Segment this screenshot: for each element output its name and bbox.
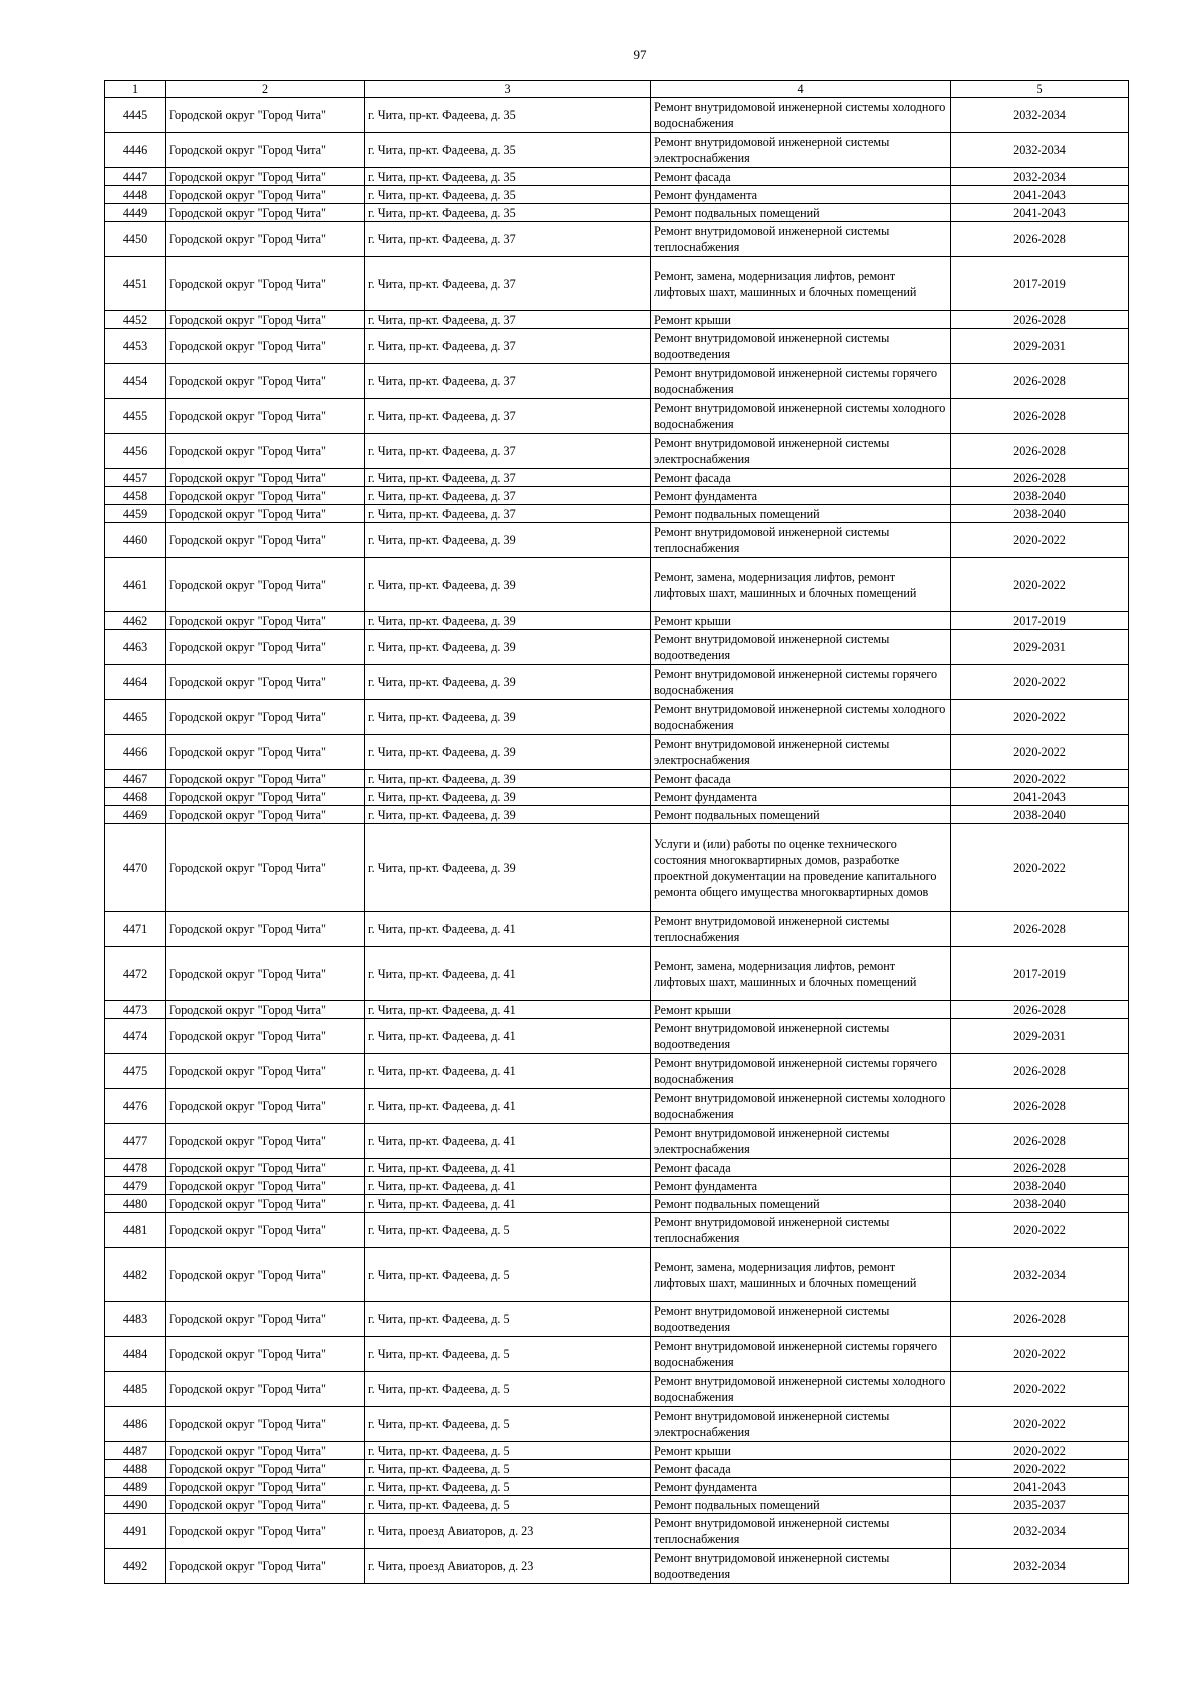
municipality-cell: Городской округ "Город Чита" — [166, 1054, 365, 1089]
work-type-cell: Ремонт фасада — [651, 770, 951, 788]
table-row — [105, 1442, 1129, 1460]
municipality-cell: Городской округ "Город Чита" — [166, 1248, 365, 1302]
work-type-cell: Ремонт внутридомовой инженерной системы электроснабжения — [651, 1407, 951, 1442]
period-cell: 2017-2019 — [951, 947, 1129, 1001]
row-number: 4490 — [105, 1496, 166, 1514]
period-cell: 2032-2034 — [951, 1248, 1129, 1302]
municipality-cell: Городской округ "Город Чита" — [166, 1337, 365, 1372]
municipality-cell: Городской округ "Город Чита" — [166, 399, 365, 434]
table-row — [105, 1019, 1129, 1054]
table-row — [105, 806, 1129, 824]
table-row — [105, 364, 1129, 399]
address-cell: г. Чита, пр-кт. Фадеева, д. 39 — [365, 612, 651, 630]
municipality-cell: Городской округ "Город Чита" — [166, 1302, 365, 1337]
address-cell: г. Чита, пр-кт. Фадеева, д. 35 — [365, 133, 651, 168]
row-number: 4461 — [105, 558, 166, 612]
work-type-cell: Ремонт внутридомовой инженерной системы холодного водоснабжения — [651, 98, 951, 133]
work-type-cell: Ремонт подвальных помещений — [651, 204, 951, 222]
period-cell: 2032-2034 — [951, 133, 1129, 168]
work-type-cell: Ремонт внутридомовой инженерной системы водоотведения — [651, 630, 951, 665]
address-cell: г. Чита, пр-кт. Фадеева, д. 37 — [365, 222, 651, 257]
address-cell: г. Чита, пр-кт. Фадеева, д. 37 — [365, 487, 651, 505]
period-cell: 2032-2034 — [951, 1549, 1129, 1584]
address-cell: г. Чита, пр-кт. Фадеева, д. 5 — [365, 1442, 651, 1460]
table-row — [105, 257, 1129, 311]
row-number: 4492 — [105, 1549, 166, 1584]
period-cell: 2026-2028 — [951, 1001, 1129, 1019]
address-cell: г. Чита, пр-кт. Фадеева, д. 35 — [365, 98, 651, 133]
address-cell: г. Чита, пр-кт. Фадеева, д. 35 — [365, 186, 651, 204]
address-cell: г. Чита, пр-кт. Фадеева, д. 41 — [365, 1019, 651, 1054]
table-row — [105, 1124, 1129, 1159]
period-cell: 2029-2031 — [951, 630, 1129, 665]
address-cell: г. Чита, пр-кт. Фадеева, д. 41 — [365, 1195, 651, 1213]
table-row — [105, 1478, 1129, 1496]
table-row — [105, 1549, 1129, 1584]
table-row — [105, 912, 1129, 947]
work-type-cell: Ремонт внутридомовой инженерной системы водоотведения — [651, 1302, 951, 1337]
row-number: 4488 — [105, 1460, 166, 1478]
municipality-cell: Городской округ "Город Чита" — [166, 523, 365, 558]
work-type-cell: Ремонт внутридомовой инженерной системы горячего водоснабжения — [651, 665, 951, 700]
address-cell: г. Чита, пр-кт. Фадеева, д. 37 — [365, 434, 651, 469]
table-row — [105, 1159, 1129, 1177]
work-type-cell: Ремонт внутридомовой инженерной системы электроснабжения — [651, 133, 951, 168]
table-row — [105, 222, 1129, 257]
table-header — [105, 81, 1129, 98]
address-cell: г. Чита, пр-кт. Фадеева, д. 5 — [365, 1478, 651, 1496]
row-number: 4451 — [105, 257, 166, 311]
address-cell: г. Чита, пр-кт. Фадеева, д. 39 — [365, 700, 651, 735]
work-type-cell: Ремонт фасада — [651, 1159, 951, 1177]
work-type-cell: Ремонт внутридомовой инженерной системы теплоснабжения — [651, 1514, 951, 1549]
row-number: 4463 — [105, 630, 166, 665]
work-type-cell: Ремонт подвальных помещений — [651, 505, 951, 523]
table-row — [105, 505, 1129, 523]
table-body — [105, 98, 1129, 1584]
work-type-cell: Ремонт внутридомовой инженерной системы холодного водоснабжения — [651, 1372, 951, 1407]
work-type-cell: Ремонт, замена, модернизация лифтов, ремонт лифтовых шахт, машинных и блочных помещений — [651, 558, 951, 612]
table-row — [105, 947, 1129, 1001]
row-number: 4450 — [105, 222, 166, 257]
municipality-cell: Городской округ "Город Чита" — [166, 505, 365, 523]
municipality-cell: Городской округ "Город Чита" — [166, 1001, 365, 1019]
address-cell: г. Чита, пр-кт. Фадеева, д. 5 — [365, 1302, 651, 1337]
row-number: 4464 — [105, 665, 166, 700]
period-cell: 2020-2022 — [951, 1372, 1129, 1407]
period-cell: 2020-2022 — [951, 735, 1129, 770]
address-cell: г. Чита, пр-кт. Фадеева, д. 37 — [365, 399, 651, 434]
municipality-cell: Городской округ "Город Чита" — [166, 469, 365, 487]
header-row — [105, 81, 1129, 98]
municipality-cell: Городской округ "Город Чита" — [166, 630, 365, 665]
municipality-cell: Городской округ "Город Чита" — [166, 434, 365, 469]
address-cell: г. Чита, пр-кт. Фадеева, д. 39 — [365, 788, 651, 806]
municipality-cell: Городской округ "Город Чита" — [166, 168, 365, 186]
municipality-cell: Городской округ "Город Чита" — [166, 788, 365, 806]
table-row — [105, 311, 1129, 329]
table-row — [105, 469, 1129, 487]
municipality-cell: Городской округ "Город Чита" — [166, 1372, 365, 1407]
municipality-cell: Городской округ "Город Чита" — [166, 665, 365, 700]
page-number: 97 — [633, 47, 647, 62]
col-header-5: 5 — [951, 81, 1129, 98]
period-cell: 2020-2022 — [951, 700, 1129, 735]
municipality-cell: Городской округ "Город Чита" — [166, 1514, 365, 1549]
table-row — [105, 1337, 1129, 1372]
municipality-cell: Городской округ "Город Чита" — [166, 257, 365, 311]
address-cell: г. Чита, пр-кт. Фадеева, д. 41 — [365, 1177, 651, 1195]
work-type-cell: Ремонт внутридомовой инженерной системы горячего водоснабжения — [651, 1054, 951, 1089]
table-row — [105, 770, 1129, 788]
work-type-cell: Ремонт фасада — [651, 1460, 951, 1478]
row-number: 4473 — [105, 1001, 166, 1019]
municipality-cell: Городской округ "Город Чита" — [166, 806, 365, 824]
address-cell: г. Чита, пр-кт. Фадеева, д. 41 — [365, 1001, 651, 1019]
address-cell: г. Чита, пр-кт. Фадеева, д. 37 — [365, 257, 651, 311]
row-number: 4472 — [105, 947, 166, 1001]
address-cell: г. Чита, пр-кт. Фадеева, д. 5 — [365, 1496, 651, 1514]
row-number: 4476 — [105, 1089, 166, 1124]
table-row — [105, 1195, 1129, 1213]
row-number: 4491 — [105, 1514, 166, 1549]
row-number: 4465 — [105, 700, 166, 735]
municipality-cell: Городской округ "Город Чита" — [166, 1478, 365, 1496]
address-cell: г. Чита, пр-кт. Фадеева, д. 37 — [365, 329, 651, 364]
work-type-cell: Ремонт крыши — [651, 311, 951, 329]
period-cell: 2038-2040 — [951, 1177, 1129, 1195]
row-number: 4452 — [105, 311, 166, 329]
work-type-cell: Ремонт фундамента — [651, 1478, 951, 1496]
period-cell: 2038-2040 — [951, 1195, 1129, 1213]
address-cell: г. Чита, пр-кт. Фадеева, д. 41 — [365, 912, 651, 947]
row-number: 4479 — [105, 1177, 166, 1195]
table-row — [105, 630, 1129, 665]
row-number: 4480 — [105, 1195, 166, 1213]
period-cell: 2041-2043 — [951, 186, 1129, 204]
period-cell: 2026-2028 — [951, 399, 1129, 434]
work-type-cell: Услуги и (или) работы по оценке технического состояния многоквартирных домов, разработке проектной документации на проведение капитального ремонта общего имущества многоквартирных домов — [651, 824, 951, 912]
address-cell: г. Чита, пр-кт. Фадеева, д. 39 — [365, 770, 651, 788]
address-cell: г. Чита, пр-кт. Фадеева, д. 39 — [365, 630, 651, 665]
period-cell: 2020-2022 — [951, 770, 1129, 788]
address-cell: г. Чита, пр-кт. Фадеева, д. 37 — [365, 505, 651, 523]
work-type-cell: Ремонт подвальных помещений — [651, 806, 951, 824]
address-cell: г. Чита, пр-кт. Фадеева, д. 35 — [365, 168, 651, 186]
period-cell: 2026-2028 — [951, 912, 1129, 947]
address-cell: г. Чита, пр-кт. Фадеева, д. 5 — [365, 1460, 651, 1478]
address-cell: г. Чита, пр-кт. Фадеева, д. 37 — [365, 311, 651, 329]
table-row — [105, 168, 1129, 186]
table-row — [105, 434, 1129, 469]
period-cell: 2038-2040 — [951, 806, 1129, 824]
table-row — [105, 788, 1129, 806]
address-cell: г. Чита, пр-кт. Фадеева, д. 39 — [365, 806, 651, 824]
table-row — [105, 665, 1129, 700]
work-type-cell: Ремонт подвальных помещений — [651, 1195, 951, 1213]
work-type-cell: Ремонт фасада — [651, 168, 951, 186]
address-cell: г. Чита, пр-кт. Фадеева, д. 41 — [365, 1054, 651, 1089]
row-number: 4475 — [105, 1054, 166, 1089]
table-row — [105, 1054, 1129, 1089]
row-number: 4460 — [105, 523, 166, 558]
address-cell: г. Чита, пр-кт. Фадеева, д. 5 — [365, 1337, 651, 1372]
row-number: 4448 — [105, 186, 166, 204]
work-type-cell: Ремонт внутридомовой инженерной системы горячего водоснабжения — [651, 364, 951, 399]
period-cell: 2026-2028 — [951, 364, 1129, 399]
table-row — [105, 329, 1129, 364]
row-number: 4471 — [105, 912, 166, 947]
row-number: 4485 — [105, 1372, 166, 1407]
table-row — [105, 1177, 1129, 1195]
period-cell: 2029-2031 — [951, 1019, 1129, 1054]
address-cell: г. Чита, пр-кт. Фадеева, д. 37 — [365, 364, 651, 399]
period-cell: 2035-2037 — [951, 1496, 1129, 1514]
table-row — [105, 1496, 1129, 1514]
period-cell: 2026-2028 — [951, 1159, 1129, 1177]
address-cell: г. Чита, пр-кт. Фадеева, д. 41 — [365, 947, 651, 1001]
municipality-cell: Городской округ "Город Чита" — [166, 311, 365, 329]
table-row — [105, 1514, 1129, 1549]
work-type-cell: Ремонт внутридомовой инженерной системы электроснабжения — [651, 434, 951, 469]
table-row — [105, 399, 1129, 434]
table-row — [105, 1407, 1129, 1442]
work-type-cell: Ремонт внутридомовой инженерной системы теплоснабжения — [651, 912, 951, 947]
address-cell: г. Чита, пр-кт. Фадеева, д. 39 — [365, 735, 651, 770]
municipality-cell: Городской округ "Город Чита" — [166, 1089, 365, 1124]
municipality-cell: Городской округ "Город Чита" — [166, 1124, 365, 1159]
work-type-cell: Ремонт фундамента — [651, 1177, 951, 1195]
row-number: 4487 — [105, 1442, 166, 1460]
row-number: 4447 — [105, 168, 166, 186]
table-row — [105, 1001, 1129, 1019]
municipality-cell: Городской округ "Город Чита" — [166, 222, 365, 257]
row-number: 4489 — [105, 1478, 166, 1496]
work-type-cell: Ремонт, замена, модернизация лифтов, ремонт лифтовых шахт, машинных и блочных помещений — [651, 257, 951, 311]
period-cell: 2032-2034 — [951, 168, 1129, 186]
municipality-cell: Городской округ "Город Чита" — [166, 186, 365, 204]
address-cell: г. Чита, пр-кт. Фадеева, д. 5 — [365, 1372, 651, 1407]
address-cell: г. Чита, пр-кт. Фадеева, д. 5 — [365, 1213, 651, 1248]
row-number: 4453 — [105, 329, 166, 364]
work-type-cell: Ремонт внутридомовой инженерной системы теплоснабжения — [651, 523, 951, 558]
municipality-cell: Городской округ "Город Чита" — [166, 700, 365, 735]
table-row — [105, 1302, 1129, 1337]
period-cell: 2020-2022 — [951, 1460, 1129, 1478]
col-header-1: 1 — [105, 81, 166, 98]
table-row — [105, 558, 1129, 612]
period-cell: 2026-2028 — [951, 311, 1129, 329]
municipality-cell: Городской округ "Город Чита" — [166, 1549, 365, 1584]
work-type-cell: Ремонт внутридомовой инженерной системы электроснабжения — [651, 1124, 951, 1159]
municipality-cell: Городской округ "Город Чита" — [166, 1496, 365, 1514]
period-cell: 2020-2022 — [951, 1407, 1129, 1442]
table-row — [105, 824, 1129, 912]
capital-repair-table — [104, 80, 1129, 1584]
municipality-cell: Городской округ "Город Чита" — [166, 1019, 365, 1054]
table-row — [105, 523, 1129, 558]
table-row — [105, 1248, 1129, 1302]
period-cell: 2020-2022 — [951, 523, 1129, 558]
table-row — [105, 1213, 1129, 1248]
address-cell: г. Чита, пр-кт. Фадеева, д. 35 — [365, 204, 651, 222]
row-number: 4483 — [105, 1302, 166, 1337]
row-number: 4462 — [105, 612, 166, 630]
row-number: 4466 — [105, 735, 166, 770]
table-row — [105, 1460, 1129, 1478]
period-cell: 2041-2043 — [951, 788, 1129, 806]
work-type-cell: Ремонт крыши — [651, 1001, 951, 1019]
work-type-cell: Ремонт внутридомовой инженерной системы горячего водоснабжения — [651, 1337, 951, 1372]
work-type-cell: Ремонт внутридомовой инженерной системы холодного водоснабжения — [651, 1089, 951, 1124]
work-type-cell: Ремонт, замена, модернизация лифтов, ремонт лифтовых шахт, машинных и блочных помещений — [651, 1248, 951, 1302]
table-row — [105, 1089, 1129, 1124]
row-number: 4482 — [105, 1248, 166, 1302]
municipality-cell: Городской округ "Город Чита" — [166, 1442, 365, 1460]
municipality-cell: Городской округ "Город Чита" — [166, 558, 365, 612]
municipality-cell: Городской округ "Город Чита" — [166, 98, 365, 133]
period-cell: 2038-2040 — [951, 505, 1129, 523]
period-cell: 2020-2022 — [951, 1442, 1129, 1460]
period-cell: 2017-2019 — [951, 257, 1129, 311]
work-type-cell: Ремонт внутридомовой инженерной системы водоотведения — [651, 329, 951, 364]
address-cell: г. Чита, пр-кт. Фадеева, д. 41 — [365, 1124, 651, 1159]
row-number: 4477 — [105, 1124, 166, 1159]
address-cell: г. Чита, пр-кт. Фадеева, д. 39 — [365, 824, 651, 912]
work-type-cell: Ремонт внутридомовой инженерной системы водоотведения — [651, 1019, 951, 1054]
address-cell: г. Чита, пр-кт. Фадеева, д. 37 — [365, 469, 651, 487]
work-type-cell: Ремонт внутридомовой инженерной системы холодного водоснабжения — [651, 700, 951, 735]
address-cell: г. Чита, проезд Авиаторов, д. 23 — [365, 1549, 651, 1584]
address-cell: г. Чита, пр-кт. Фадеева, д. 41 — [365, 1089, 651, 1124]
work-type-cell: Ремонт внутридомовой инженерной системы теплоснабжения — [651, 222, 951, 257]
period-cell: 2032-2034 — [951, 98, 1129, 133]
table-row — [105, 1372, 1129, 1407]
work-type-cell: Ремонт подвальных помещений — [651, 1496, 951, 1514]
address-cell: г. Чита, пр-кт. Фадеева, д. 5 — [365, 1407, 651, 1442]
period-cell: 2020-2022 — [951, 1337, 1129, 1372]
row-number: 4478 — [105, 1159, 166, 1177]
period-cell: 2038-2040 — [951, 487, 1129, 505]
table-row — [105, 735, 1129, 770]
col-header-3: 3 — [365, 81, 651, 98]
work-type-cell: Ремонт внутридомовой инженерной системы водоотведения — [651, 1549, 951, 1584]
row-number: 4470 — [105, 824, 166, 912]
address-cell: г. Чита, пр-кт. Фадеева, д. 5 — [365, 1248, 651, 1302]
table-row — [105, 98, 1129, 133]
period-cell: 2026-2028 — [951, 469, 1129, 487]
col-header-2: 2 — [166, 81, 365, 98]
period-cell: 2026-2028 — [951, 1124, 1129, 1159]
row-number: 4474 — [105, 1019, 166, 1054]
work-type-cell: Ремонт фасада — [651, 469, 951, 487]
municipality-cell: Городской округ "Город Чита" — [166, 1407, 365, 1442]
municipality-cell: Городской округ "Город Чита" — [166, 912, 365, 947]
municipality-cell: Городской округ "Город Чита" — [166, 133, 365, 168]
row-number: 4449 — [105, 204, 166, 222]
period-cell: 2026-2028 — [951, 1054, 1129, 1089]
period-cell: 2017-2019 — [951, 612, 1129, 630]
municipality-cell: Городской округ "Город Чита" — [166, 1159, 365, 1177]
row-number: 4467 — [105, 770, 166, 788]
municipality-cell: Городской округ "Город Чита" — [166, 204, 365, 222]
work-type-cell: Ремонт фундамента — [651, 487, 951, 505]
row-number: 4457 — [105, 469, 166, 487]
period-cell: 2026-2028 — [951, 222, 1129, 257]
period-cell: 2032-2034 — [951, 1514, 1129, 1549]
period-cell: 2041-2043 — [951, 1478, 1129, 1496]
municipality-cell: Городской округ "Город Чита" — [166, 947, 365, 1001]
address-cell: г. Чита, пр-кт. Фадеева, д. 39 — [365, 523, 651, 558]
row-number: 4486 — [105, 1407, 166, 1442]
work-type-cell: Ремонт внутридомовой инженерной системы электроснабжения — [651, 735, 951, 770]
address-cell: г. Чита, пр-кт. Фадеева, д. 39 — [365, 558, 651, 612]
period-cell: 2020-2022 — [951, 824, 1129, 912]
period-cell: 2020-2022 — [951, 1213, 1129, 1248]
work-type-cell: Ремонт крыши — [651, 1442, 951, 1460]
table-row — [105, 612, 1129, 630]
row-number: 4469 — [105, 806, 166, 824]
period-cell: 2020-2022 — [951, 558, 1129, 612]
municipality-cell: Городской округ "Город Чита" — [166, 329, 365, 364]
address-cell: г. Чита, пр-кт. Фадеева, д. 41 — [365, 1159, 651, 1177]
work-type-cell: Ремонт внутридомовой инженерной системы холодного водоснабжения — [651, 399, 951, 434]
row-number: 4455 — [105, 399, 166, 434]
period-cell: 2041-2043 — [951, 204, 1129, 222]
row-number: 4459 — [105, 505, 166, 523]
municipality-cell: Городской округ "Город Чита" — [166, 1213, 365, 1248]
municipality-cell: Городской округ "Город Чита" — [166, 1195, 365, 1213]
municipality-cell: Городской округ "Город Чита" — [166, 1460, 365, 1478]
table-row — [105, 700, 1129, 735]
table-row — [105, 133, 1129, 168]
municipality-cell: Городской округ "Город Чита" — [166, 1177, 365, 1195]
municipality-cell: Городской округ "Город Чита" — [166, 487, 365, 505]
period-cell: 2026-2028 — [951, 1302, 1129, 1337]
period-cell: 2026-2028 — [951, 1089, 1129, 1124]
period-cell: 2020-2022 — [951, 665, 1129, 700]
municipality-cell: Городской округ "Город Чита" — [166, 612, 365, 630]
table-row — [105, 204, 1129, 222]
work-type-cell: Ремонт внутридомовой инженерной системы теплоснабжения — [651, 1213, 951, 1248]
row-number: 4445 — [105, 98, 166, 133]
table-row — [105, 186, 1129, 204]
row-number: 4456 — [105, 434, 166, 469]
row-number: 4481 — [105, 1213, 166, 1248]
row-number: 4458 — [105, 487, 166, 505]
work-type-cell: Ремонт, замена, модернизация лифтов, ремонт лифтовых шахт, машинных и блочных помещений — [651, 947, 951, 1001]
row-number: 4454 — [105, 364, 166, 399]
period-cell: 2029-2031 — [951, 329, 1129, 364]
work-type-cell: Ремонт крыши — [651, 612, 951, 630]
municipality-cell: Городской округ "Город Чита" — [166, 735, 365, 770]
address-cell: г. Чита, пр-кт. Фадеева, д. 39 — [365, 665, 651, 700]
municipality-cell: Городской округ "Город Чита" — [166, 364, 365, 399]
work-type-cell: Ремонт фундамента — [651, 186, 951, 204]
period-cell: 2026-2028 — [951, 434, 1129, 469]
col-header-4: 4 — [651, 81, 951, 98]
municipality-cell: Городской округ "Город Чита" — [166, 770, 365, 788]
address-cell: г. Чита, проезд Авиаторов, д. 23 — [365, 1514, 651, 1549]
municipality-cell: Городской округ "Город Чита" — [166, 824, 365, 912]
row-number: 4446 — [105, 133, 166, 168]
table-row — [105, 487, 1129, 505]
row-number: 4484 — [105, 1337, 166, 1372]
work-type-cell: Ремонт фундамента — [651, 788, 951, 806]
row-number: 4468 — [105, 788, 166, 806]
